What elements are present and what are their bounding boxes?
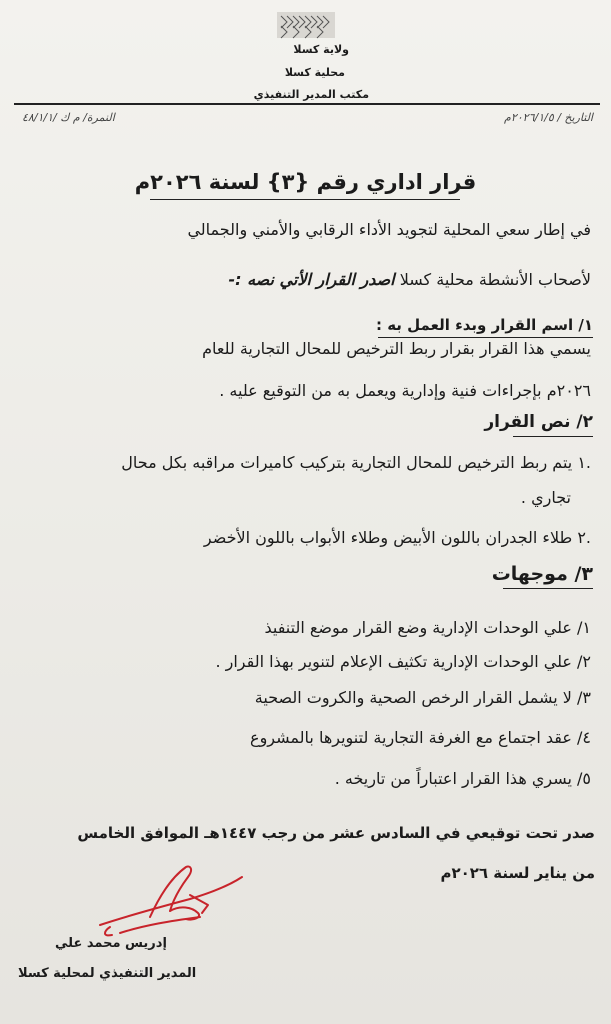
closing-line-1: صدر تحت توقيعي في السادس عشر من رجب ١٤٤٧هـ الموافق الخامس [77,824,595,842]
document-number: النمرة/ م ك /٤٨/١/١ [22,111,115,124]
section-3-underline [503,588,593,589]
directive-item: ١/ علي الوحدات الإدارية وضع القرار موضع التنفيذ [264,618,591,637]
intro-line-2 [228,269,591,291]
signatory-name: إدريس محمد علي [55,936,167,951]
header-office-name: مكتب المدير التنفيذي [253,88,369,101]
intro-line-2-emphasis: اصدر القرار الأتي نصه :- [228,270,395,289]
section-2-heading: ٢/ نص القرار [484,412,593,432]
title-underline [150,199,460,200]
closing-line-2: من يناير لسنة ٢٠٢٦م [440,864,595,882]
state-emblem-icon [273,8,339,42]
section-2-item-1-line-2: تجاري . [520,488,571,507]
intro-line-2-text: لأصحاب الأنشطة محلية كسلا [399,270,591,289]
section-3-heading: ٣/ موجهات [491,563,593,585]
section-2-item-2: .٢ طلاء الجدران باللون الأبيض وطلاء الأبواب باللون الأخضر [203,528,591,547]
header-locality-name: محلية كسلا [284,66,345,79]
directive-item: ٥/ يسري هذا القرار اعتباراً من تاريخه . [334,769,591,788]
section-1-line-1: يسمي هذا القرار بقرار ربط الترخيص للمحال التجارية للعام [202,339,591,358]
directive-item: ٣/ لا يشمل القرار الرخص الصحية والكروت الصحية [254,688,591,707]
header-divider [14,103,600,105]
decision-title: قرار اداري رقم {٣} لسنة ٢٠٢٦م [134,170,477,194]
section-2-underline [513,436,593,437]
section-1-heading: ١/ اسم القرار وبدء العمل به : [375,316,593,334]
directive-item: ٤/ عقد اجتماع مع الغرفة التجارية لتنويرها بالمشروع [250,728,591,747]
directive-item: ٢/ علي الوحدات الإدارية تكثيف الإعلام لتنوير بهذا القرار . [215,652,591,671]
intro-line-1: في إطار سعي المحلية لتجويد الأداء الرقابي والأمني والجمالي [187,220,591,239]
signatory-title: المدير التنفيذي لمحلية كسلا [18,966,197,981]
document-date: التاريخ / ٢٠٢٦/١/٥م [504,111,593,124]
header-state-name: ولاية كسلا [293,43,349,56]
section-2-item-1-line-1: .١ يتم ربط الترخيص للمحال التجارية بتركيب كاميرات مراقبه بكل محال [121,453,591,472]
section-1-line-2: ٢٠٢٦م بإجراءات فنية وإدارية ويعمل به من التوقيع عليه . [219,381,591,400]
